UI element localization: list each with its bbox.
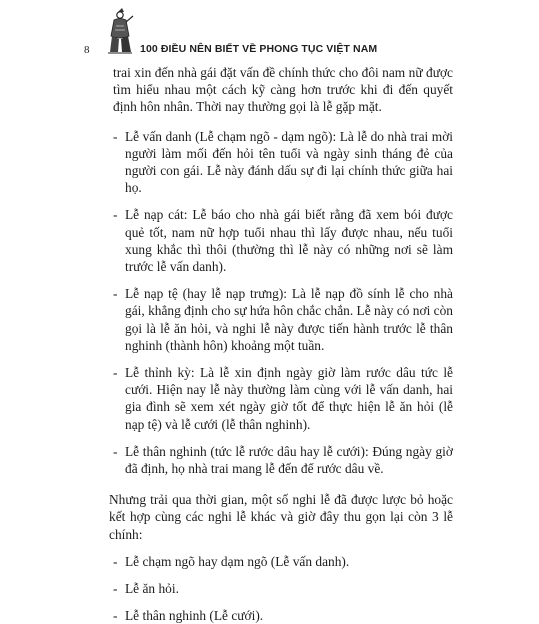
list-item (113, 580, 453, 597)
list-item-text: Lễ nạp tệ (hay lễ nạp trưng): Là lễ nạp đồ sính lễ cho nhà gái, khẳng định cho sự hứa hôn chắc chắn. Lễ này có nơi còn gọi là lễ ăn hỏi, và nghi lễ này được tiến hành trước lễ thân nghinh (thành hôn) khoảng một tuần. (125, 286, 453, 353)
list-item-text: Lễ nạp cát: Lễ báo cho nhà gái biết rằng đã xem bói được quẻ tốt, nam nữ hợp tuổi nhau thì lấy được nhau, nếu tuổi xung khắc thì thôi (thường thì lễ này có những nơi sẽ làm trước lễ vấn danh). (125, 207, 453, 275)
scholar-figure-icon (104, 6, 136, 56)
list-item (113, 206, 453, 275)
summary-paragraph: Nhưng trải qua thời gian, một số nghi lễ đã được lược bỏ hoặc kết hợp cùng các nghi lễ khác và giờ đây thu gọn lại còn 3 lễ chính: (109, 492, 453, 542)
list-item-text: Lễ thân nghinh (tức lễ rước dâu hay lễ cưới): Đúng ngày giờ đã định, họ nhà trai mang lễ đến để rước dâu về. (125, 443, 453, 477)
list-dash: - (113, 443, 118, 459)
list-dash: - (113, 365, 118, 381)
list-item-text: Lễ ăn hỏi. (125, 581, 179, 597)
list-item (113, 285, 453, 354)
list-item (113, 607, 453, 624)
list-item (113, 443, 453, 477)
list-item-text: Lễ thân nghinh (Lễ cưới). (125, 608, 264, 624)
list-item (113, 364, 453, 433)
page-number: 8 (84, 44, 90, 56)
list-item-text: Lễ vấn danh (Lễ chạm ngõ - dạm ngõ): Là lễ do nhà trai mời người làm mối đến hỏi tên tuổi và ngày sinh tháng đẻ của người con gái. Lễ này đánh dấu sự đi lại chính thức giữa hai họ. (125, 128, 453, 196)
list-item-text: Lễ thỉnh kỳ: Là lễ xin định ngày giờ làm rước dâu tức lễ cưới. Hiện nay lễ này thường làm cùng với lễ vấn danh, hai gia đình sẽ xem xét ngày giờ tốt để thực hiện lễ ăn hỏi (lễ nạp tệ) và lễ cưới (lễ thân nghinh). (125, 365, 453, 432)
page-header (76, 0, 496, 58)
list-item-text: Lễ chạm ngõ hay dạm ngõ (Lễ vấn danh). (125, 553, 350, 569)
list-dash: - (113, 207, 118, 223)
continuation-paragraph: trai xin đến nhà gái đặt vấn đề chính thức cho đôi nam nữ được tìm hiểu nhau một cách kỹ càng hơn trước khi đi đến quyết định hôn nhân. Thời nay thường gọi là lễ gặp mặt. (113, 65, 453, 115)
list-dash: - (113, 553, 118, 569)
list-item (113, 128, 453, 197)
list-dash: - (113, 128, 118, 144)
body-text (109, 64, 453, 624)
list-dash: - (113, 286, 118, 302)
list-dash: - (113, 608, 118, 624)
running-title: 100 ĐIỀU NÊN BIẾT VỀ PHONG TỤC VIỆT NAM (140, 43, 378, 55)
list-dash: - (113, 581, 118, 597)
list-item (113, 553, 453, 570)
